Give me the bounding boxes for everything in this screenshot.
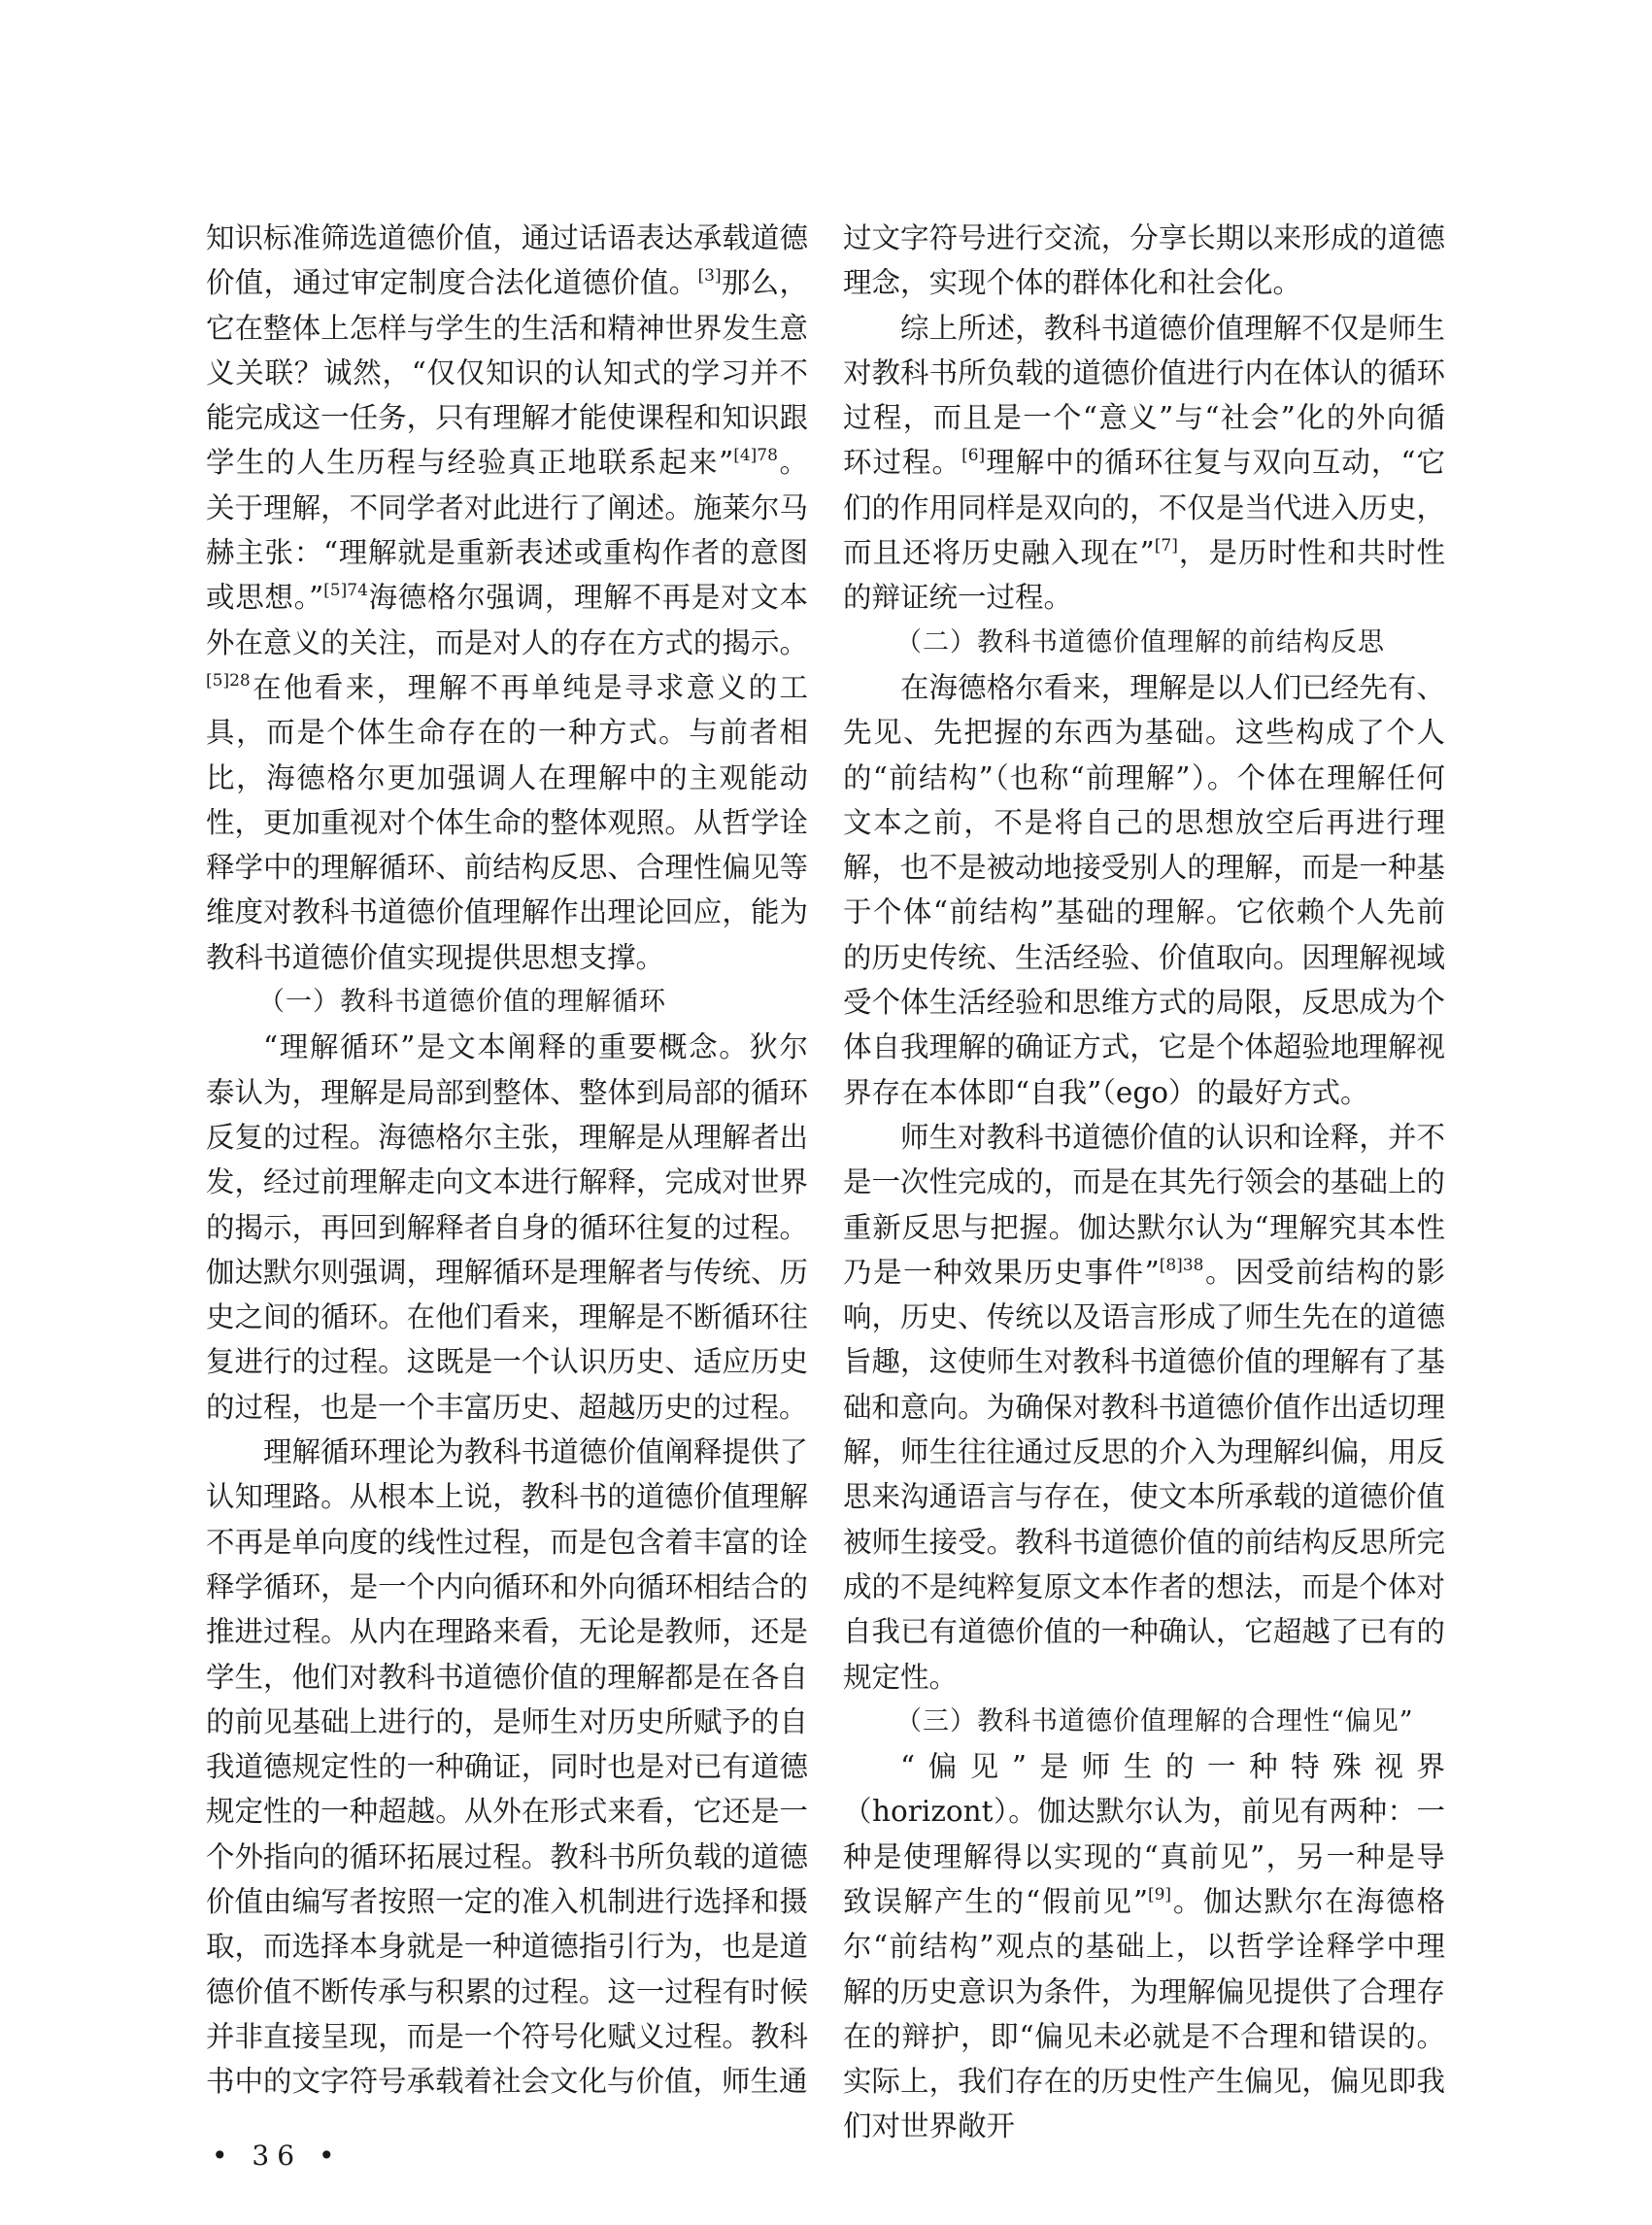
paragraph-text: “偏见”是师生的一种特殊视界（horizont）。伽达默尔认为，前见有两种：一种是使理解得以实现的“真前见”，另一种是导致误解产生的“假前见”: [843, 1750, 1445, 1918]
paragraph-text: 在他看来，理解不再单纯是寻求意义的工具，而是个体生命存在的一种方式。与前者相比，海德格尔更加强调人在理解中的主观能动性，更加重视对个体生命的整体观照。从哲学诠释学中的理解循环、前结构反思、合理性偏见等维度对教科书道德价值理解作出理论回应，能为教科书道德价值实现提供思想支撑。: [206, 670, 808, 974]
left-column: [206, 216, 808, 2104]
paragraph: [206, 216, 808, 980]
citation-ref: [5]28: [206, 670, 251, 691]
section-heading: （三）教科书道德价值理解的合理性“偏见”: [895, 1705, 1414, 1736]
citation-ref: [6]: [961, 446, 986, 466]
paragraph-text: 那么，它在整体上怎样与学生的生活和精神世界发生意义关联？诚然，“仅仅知识的认知式的学习并不能完成这一任务，只有理解才能使课程和知识跟学生的人生历程与经验真正地联系起来”: [206, 266, 808, 480]
section-heading: （二）教科书道德价值理解的前结构反思: [895, 626, 1385, 657]
paragraph-text: 综上所述，教科书道德价值理解不仅是师生对教科书所负载的道德价值进行内在体认的循环过程，而且是一个“意义”与“社会”化的外向循环过程。: [843, 311, 1445, 480]
citation-ref: [9]: [1147, 1884, 1172, 1905]
paragraph: [843, 306, 1445, 621]
paragraph-text: 。因受前结构的影响，历史、传统以及语言形成了师生先在的道德旨趣，这使师生对教科书道德价值的理解有了基础和意向。为确保对教科书道德价值作出适切理解，师生往往通过反思的介入为理解纠偏，用反思来沟通语言与存在，使文本所承载的道德价值被师生接受。教科书道德价值的前结构反思所完成的不是纯粹复原文本作者的想法，而是个体对自我已有道德价值的一种确认，它超越了已有的规定性。: [843, 1255, 1445, 1694]
page-number: • 36 •: [212, 2140, 343, 2172]
paragraph-text: 。关于理解，不同学者对此进行了阐述。施莱尔马赫主张：“理解就是重新表述或重构作者的意图或思想。”: [206, 446, 808, 615]
paragraph: “理解循环”是文本阐释的重要概念。狄尔泰认为，理解是局部到整体、整体到局部的循环反复的过程。海德格尔主张，理解是从理解者出发，经过前理解走向文本进行解释，完成对世界的揭示，再回到解释者自身的循环往复的过程。伽达默尔则强调，理解循环是理解者与传统、历史之间的循环。在他们看来，理解是不断循环往复进行的过程。这既是一个认识历史、适应历史的过程，也是一个丰富历史、超越历史的过程。: [206, 1030, 808, 1424]
citation-ref: [4]78: [733, 446, 778, 466]
citation-ref: [8]38: [1159, 1255, 1204, 1275]
paragraph-text: 理解中的循环往复与双向互动，“它们的作用同样是双向的，不仅是当代进入历史，而且还将历史融入现在”: [843, 446, 1445, 570]
paragraph-text: 知识标准筛选道德价值，通过话语表达承载道德价值，通过审定制度合法化道德价值。: [206, 221, 808, 300]
paragraph: [843, 1744, 1445, 2149]
paragraph: 在海德格尔看来，理解是以人们已经先有、先见、先把握的东西为基础。这些构成了个人的“前结构”（也称“前理解”）。个体在理解任何文本之前，不是将自己的思想放空后再进行理解，也不是被动地接受别人的理解，而是一种基于个体“前结构”基础的理解。它依赖个人先前的历史传统、生活经验、价值取向。因理解视域受个体生活经验和思维方式的局限，反思成为个体自我理解的确证方式，它是个体超验地理解视界存在本体即“自我”（ego）的最好方式。: [843, 670, 1445, 1109]
citation-ref: [3]: [697, 266, 722, 287]
paragraph-text: 。伽达默尔在海德格尔“前结构”观点的基础上，以哲学诠释学中理解的历史意识为条件，为理解偏见提供了合理存在的辩护，即“偏见未必就是不合理和错误的。实际上，我们存在的历史性产生偏见，偏见即我们对世界敞开: [843, 1884, 1445, 2143]
paragraph: [843, 1115, 1445, 1700]
paragraph-text: 师生对教科书道德价值的认识和诠释，并不是一次性完成的，而是在其先行领会的基础上的重新反思与把握。伽达默尔认为“理解究其本性乃是一种效果历史事件”: [843, 1120, 1445, 1289]
paragraph-text: 海德格尔强调，理解不再是对文本外在意义的关注，而是对人的存在方式的揭示。: [206, 581, 808, 659]
paragraph: 过文字符号进行交流，分享长期以来形成的道德理念，实现个体的群体化和社会化。: [843, 221, 1445, 300]
citation-ref: [5]74: [323, 581, 368, 601]
paragraph-text: ，是历时性和共时性的辩证统一过程。: [843, 536, 1445, 615]
citation-ref: [7]: [1154, 536, 1178, 556]
right-column: [843, 216, 1445, 2149]
section-heading: （一）教科书道德价值的理解循环: [258, 987, 666, 1018]
paragraph: 理解循环理论为教科书道德价值阐释提供了认知理路。从根本上说，教科书的道德价值理解不再是单向度的线性过程，而是包含着丰富的诠释学循环，是一个内向循环和外向循环相结合的推进过程。从内在理路来看，无论是教师，还是学生，他们对教科书道德价值的理解都是在各自的前见基础上进行的，是师生对历史所赋予的自我道德规定性的一种确证，同时也是对已有道德规定性的一种超越。从外在形式来看，它还是一个外指向的循环拓展过程。教科书所负载的道德价值由编写者按照一定的准入机制进行选择和摄取，而选择本身就是一种道德指引行为，也是道德价值不断传承与积累的过程。这一过程有时候并非直接呈现，而是一个符号化赋义过程。教科书中的文字符号承载着社会文化与价值，师生通: [206, 1435, 808, 2099]
